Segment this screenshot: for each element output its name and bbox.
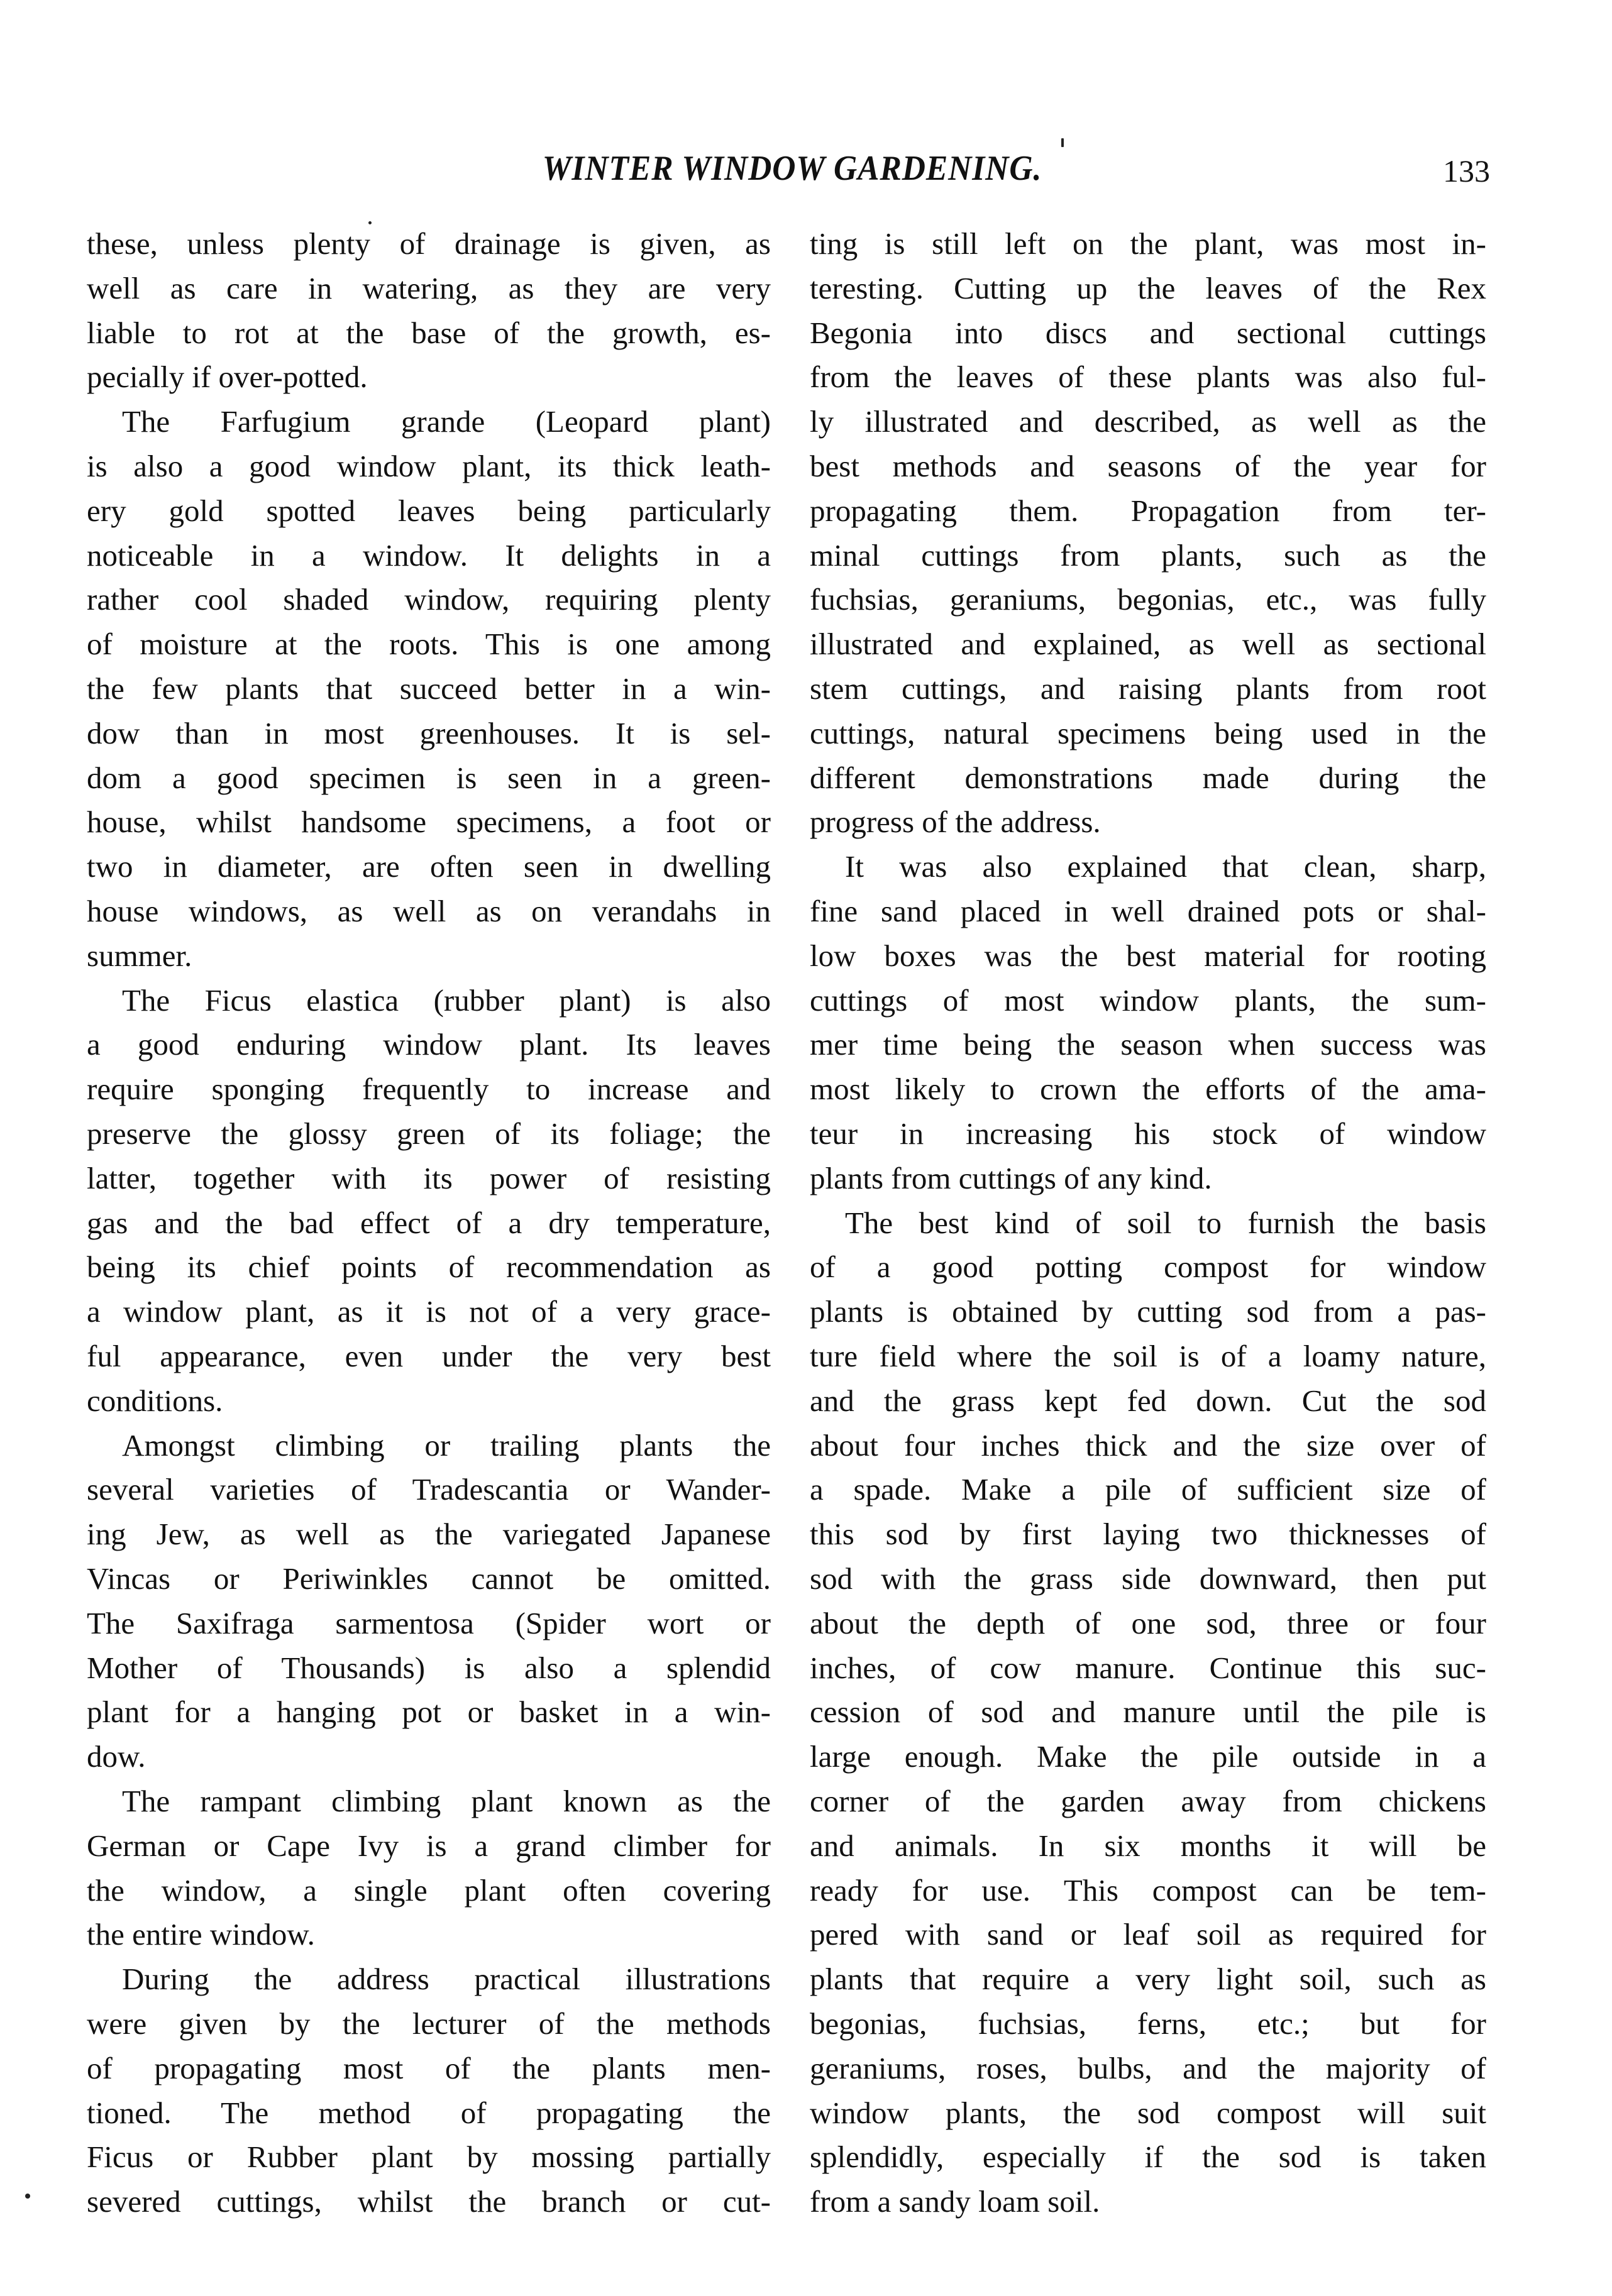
text-line: preserve the glossy green of its foliage; the (87, 1116, 771, 1151)
text-line: pered with sand or leaf soil as required for (810, 1917, 1486, 1952)
text-line: cuttings, natural specimens being used in the (810, 715, 1486, 750)
text-line: minal cuttings from plants, such as the (810, 537, 1486, 573)
running-title: WINTER WINDOW GARDENING. (542, 149, 1042, 188)
text-line: ery gold spotted leaves being particularly (87, 493, 771, 528)
text-line: most likely to crown the efforts of the ama- (810, 1072, 1486, 1107)
text-line: propagating them. Propagation from ter- (810, 493, 1486, 528)
text-line: begonias, fuchsias, ferns, etc.; but for (810, 2006, 1486, 2041)
text-line: Ficus or Rubber plant by mossing partially (87, 2139, 771, 2175)
text-line: cession of sod and manure until the pile is (810, 1695, 1486, 1730)
text-line: cuttings of most window plants, the sum- (810, 982, 1486, 1018)
text-line: dow. (87, 1739, 146, 1774)
text-line: a spade. Make a pile of sufficient size of (810, 1472, 1486, 1507)
text-line: ful appearance, even under the very best (87, 1339, 771, 1373)
text-line: the window, a single plant often covering (87, 1872, 771, 1908)
text-line: well as care in watering, as they are very (87, 270, 771, 305)
page-number: 133 (1443, 153, 1490, 189)
text-line: The Farfugium grande (Leopard plant) (122, 404, 771, 439)
text-line: the few plants that succeed better in a win- (87, 671, 771, 706)
text-line: ing Jew, as well as the variegated Japanese (87, 1517, 771, 1552)
text-line: two in diameter, are often seen in dwelling (87, 849, 771, 884)
text-line: plant for a hanging pot or basket in a win- (87, 1695, 771, 1730)
text-line: latter, together with its power of resisting (87, 1160, 771, 1195)
text-line: ting is still left on the plant, was most in- (810, 226, 1486, 261)
text-line: large enough. Make the pile outside in a (810, 1739, 1486, 1774)
text-column-right (810, 221, 1486, 2233)
text-line: conditions. (87, 1383, 223, 1418)
text-line: about the depth of one sod, three or four (810, 1605, 1486, 1640)
text-line: corner of the garden away from chickens (810, 1784, 1486, 1818)
text-line: is also a good window plant, its thick leath- (87, 449, 771, 483)
text-line: During the address practical illustrations (122, 1962, 771, 1997)
text-line: the entire window. (87, 1917, 315, 1952)
text-line: fine sand placed in well drained pots or shal- (810, 894, 1486, 928)
text-line: dow than in most greenhouses. It is sel- (87, 715, 771, 750)
scan-speck (1061, 138, 1064, 147)
text-line: progress of the address. (810, 805, 1101, 840)
text-line: were given by the lecturer of the methods (87, 2006, 771, 2041)
text-line: inches, of cow manure. Continue this suc- (810, 1650, 1486, 1685)
text-line: these, unless plenty of drainage is given, as (87, 226, 771, 261)
text-line: The rampant climbing plant known as the (122, 1784, 771, 1818)
text-line: several varieties of Tradescantia or Wander- (87, 1472, 771, 1507)
text-line: noticeable in a window. It delights in a (87, 537, 771, 573)
text-line: and the grass kept fed down. Cut the sod (810, 1383, 1486, 1418)
page-header (0, 143, 1612, 194)
text-line: require sponging frequently to increase and (87, 1072, 771, 1107)
text-line: teresting. Cutting up the leaves of the Rex (810, 270, 1486, 305)
text-line: tioned. The method of propagating the (87, 2095, 771, 2130)
text-line: being its chief points of recommendation as (87, 1250, 771, 1285)
text-line: best methods and seasons of the year for (810, 449, 1486, 483)
text-line: of moisture at the roots. This is one among (87, 627, 771, 662)
text-line: plants from cuttings of any kind. (810, 1160, 1212, 1195)
text-line: sod with the grass side downward, then put (810, 1561, 1486, 1596)
text-line: pecially if over-potted. (87, 360, 368, 395)
text-line: The Ficus elastica (rubber plant) is also (122, 982, 771, 1018)
text-line: severed cuttings, whilst the branch or cut- (87, 2184, 771, 2219)
text-line: of a good potting compost for window (810, 1250, 1486, 1285)
text-line: liable to rot at the base of the growth, es- (87, 315, 771, 350)
text-line: Begonia into discs and sectional cuttings (810, 315, 1486, 350)
text-line: Amongst climbing or trailing plants the (122, 1427, 771, 1463)
text-line: teur in increasing his stock of window (810, 1116, 1486, 1151)
text-line: gas and the bad effect of a dry temperature, (87, 1205, 771, 1240)
text-line: Vincas or Periwinkles cannot be omitted. (87, 1561, 771, 1596)
text-line: splendidly, especially if the sod is taken (810, 2139, 1486, 2175)
text-line: from the leaves of these plants was also ful- (810, 360, 1486, 395)
text-line: German or Cape Ivy is a grand climber for (87, 1828, 771, 1863)
text-line: plants that require a very light soil, such as (810, 1962, 1486, 1997)
text-line: and animals. In six months it will be (810, 1828, 1486, 1863)
text-line: It was also explained that clean, sharp, (845, 849, 1486, 884)
scan-speck (368, 221, 372, 224)
text-line: rather cool shaded window, requiring plenty (87, 582, 771, 617)
text-line: house windows, as well as on verandahs in (87, 894, 771, 928)
text-line: a good enduring window plant. Its leaves (87, 1027, 771, 1062)
text-line: different demonstrations made during the (810, 760, 1486, 795)
text-line: summer. (87, 938, 192, 973)
text-line: ly illustrated and described, as well as the (810, 404, 1486, 439)
scan-speck (25, 2194, 30, 2199)
text-line: of propagating most of the plants men- (87, 2050, 771, 2085)
text-line: Mother of Thousands) is also a splendid (87, 1650, 771, 1685)
text-line: plants is obtained by cutting sod from a pas- (810, 1294, 1486, 1329)
text-line: dom a good specimen is seen in a green- (87, 760, 771, 795)
text-column-left (87, 221, 771, 2233)
text-line: mer time being the season when success was (810, 1027, 1486, 1062)
text-line: ready for use. This compost can be tem- (810, 1872, 1486, 1908)
text-line: this sod by first laying two thicknesses of (810, 1517, 1486, 1552)
text-line: low boxes was the best material for rooting (810, 938, 1486, 973)
text-line: house, whilst handsome specimens, a foot or (87, 805, 771, 840)
text-line: stem cuttings, and raising plants from root (810, 671, 1486, 706)
text-line: illustrated and explained, as well as sectional (810, 627, 1486, 662)
text-line: The best kind of soil to furnish the basis (845, 1205, 1486, 1240)
text-line: The Saxifraga sarmentosa (Spider wort or (87, 1605, 771, 1640)
text-line: fuchsias, geraniums, begonias, etc., was fully (810, 582, 1486, 617)
text-line: from a sandy loam soil. (810, 2184, 1100, 2219)
text-line: window plants, the sod compost will suit (810, 2095, 1486, 2130)
text-line: a window plant, as it is not of a very grace- (87, 1294, 771, 1329)
text-line: about four inches thick and the size over of (810, 1427, 1486, 1463)
text-line: geraniums, roses, bulbs, and the majority of (810, 2050, 1486, 2085)
text-line: ture field where the soil is of a loamy nature, (810, 1339, 1486, 1373)
